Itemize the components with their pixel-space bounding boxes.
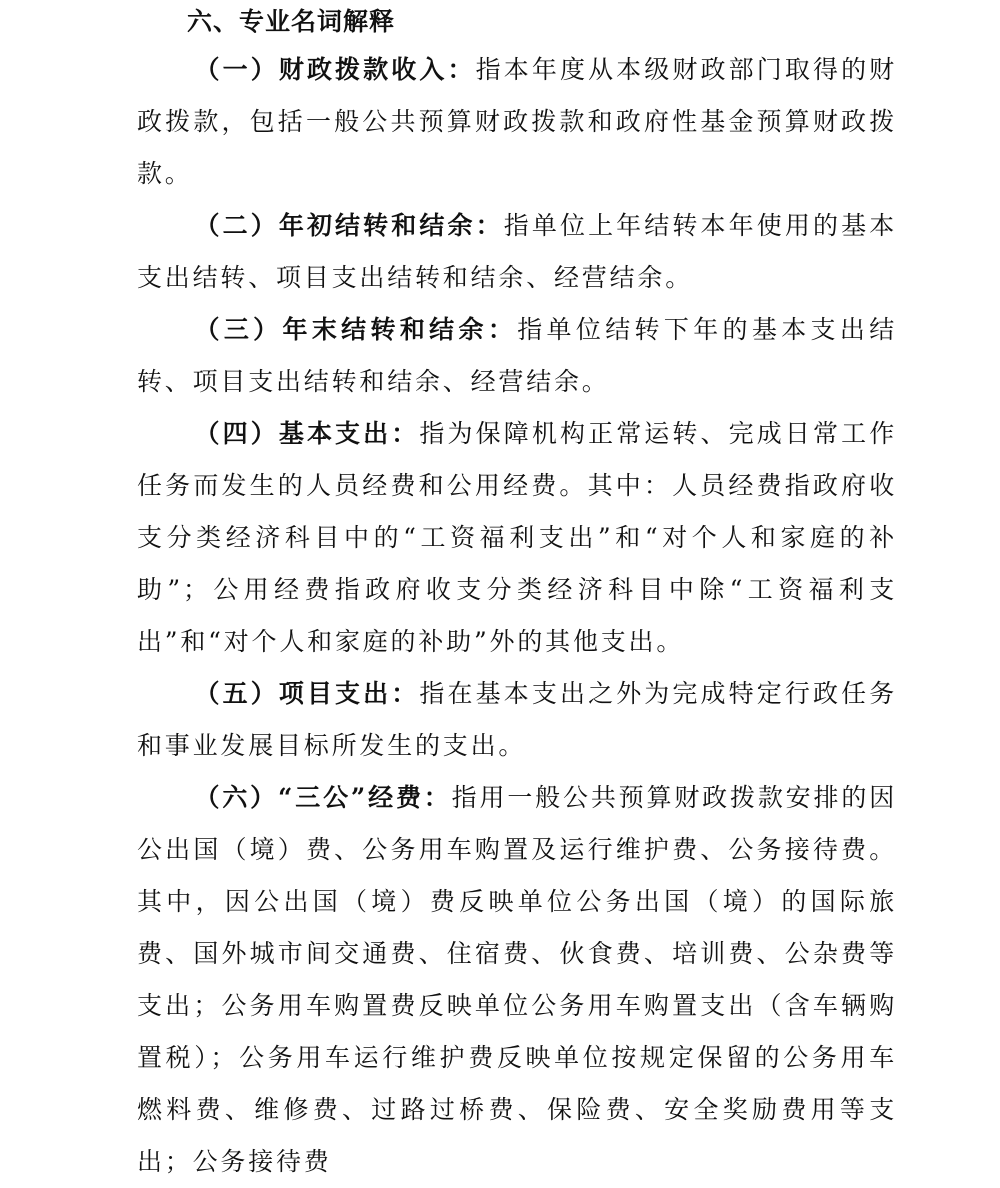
term-1: （一）财政拨款收入： xyxy=(194,55,476,84)
paragraph-6 xyxy=(137,772,897,1188)
paragraph-2 xyxy=(137,200,897,304)
term-3: （三）年末结转和结余： xyxy=(194,315,518,344)
paragraph-3 xyxy=(137,304,897,408)
paragraph-4 xyxy=(137,408,897,668)
definition-3: 指单位结转下年的基本支出结转、项目支出结转和结余、经营结余。 xyxy=(137,315,897,396)
definition-4: 指为保障机构正常运转、完成日常工作任务而发生的人员经费和公用经费。其中：人员经费指政府收支分类经济科目中的“工资福利支出”和“对个人和家庭的补助”；公用经费指政府收支分类经济科目中除“工资福利支出”和“对个人和家庭的补助”外的其他支出。 xyxy=(137,419,897,656)
paragraph-5 xyxy=(137,668,897,772)
definition-2: 指单位上年结转本年使用的基本支出结转、项目支出结转和结余、经营结余。 xyxy=(137,211,897,292)
term-4: （四）基本支出： xyxy=(194,419,420,448)
section-heading: 六、专业名词解释 xyxy=(187,7,396,36)
term-6: （六）“三公”经费： xyxy=(194,783,452,812)
document-body xyxy=(137,44,897,1188)
paragraph-1 xyxy=(137,44,897,200)
term-2: （二）年初结转和结余： xyxy=(194,211,504,240)
term-5: （五）项目支出： xyxy=(194,679,420,708)
definition-6: 指用一般公共预算财政拨款安排的因公出国（境）费、公务用车购置及运行维护费、公务接待费。其中，因公出国（境）费反映单位公务出国（境）的国际旅费、国外城市间交通费、住宿费、伙食费、培训费、公杂费等支出；公务用车购置费反映单位公务用车购置支出（含车辆购置税）；公务用车运行维护费反映单位按规定保留的公务用车燃料费、维修费、过路过桥费、保险费、安全奖励费用等支出；公务接待费 xyxy=(137,783,897,1176)
definition-5: 指在基本支出之外为完成特定行政任务和事业发展目标所发生的支出。 xyxy=(137,679,897,760)
definition-1: 指本年度从本级财政部门取得的财政拨款，包括一般公共预算财政拨款和政府性基金预算财政拨款。 xyxy=(137,55,897,188)
